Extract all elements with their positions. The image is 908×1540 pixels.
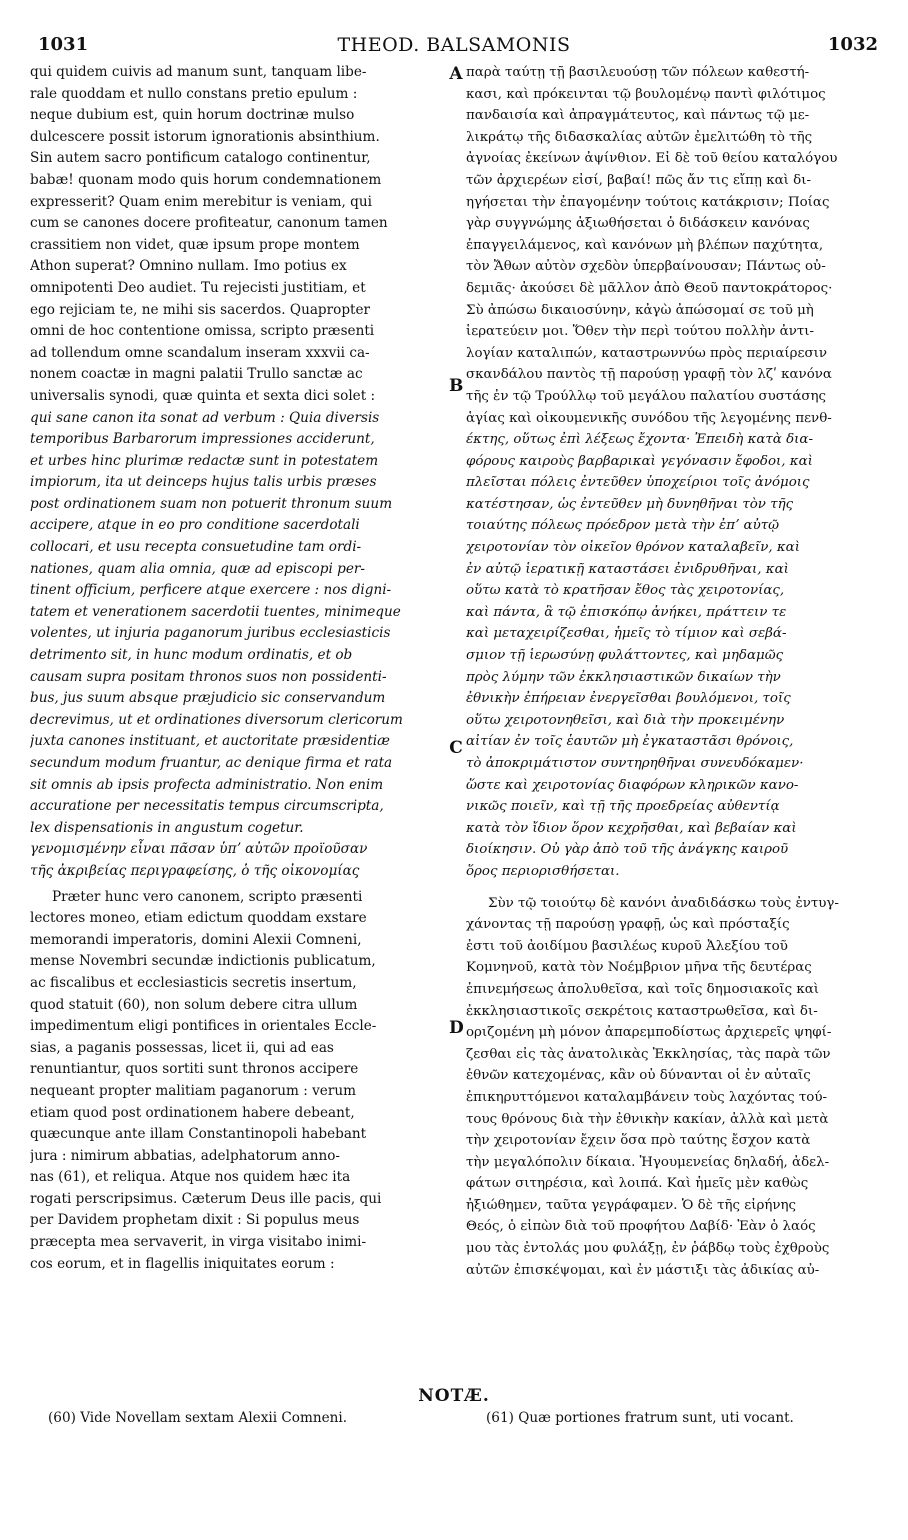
latin-text-block-1 [30,62,446,839]
greek-lines-line: οὕτω χειροτονηθεῖσι, καὶ διὰ τὴν προκειμένην [466,712,785,728]
greek-lines-2-line: ζεσθαι εἰς τὰς ἀνατολικὰς Ἐκκλησίας, τὰς παρὰ τῶν [466,1046,831,1062]
greek-lines-2-line: τὴν χειροτονίαν ἔχειν ὅσα πρὸ ταύτης ἔσχον κατὰ [466,1133,811,1149]
latin-lines-2-line: jura : nimirum abbatias, adelphatorum anno- [30,1147,341,1164]
latin-lines-2-line: præcepta mea servaverit, in virga visitabo inimi- [30,1234,367,1251]
greek-lines-line: ηγήσεται τὴν ἐπαγομένην τούτοις κατάκρισιν; Ποίας [466,194,830,210]
page-header [30,34,878,60]
greek-lines-2-line: Θεός, ὁ εἰπὼν διὰ τοῦ προφήτου Δαβίδ· Ἐὰν ὁ λαός [466,1219,816,1235]
latin-lines-2-line: cos eorum, et in flagellis iniquitates eorum : [30,1255,335,1272]
latin-lines-line: qui sane canon ita sonat ad verbum : Quia diversis [30,409,380,426]
latin-lines-line: universalis synodi, quæ quinta et sexta dici solet : [30,387,376,404]
latin-lines-line: nationes, quam alia omnia, quæ ad episcopi per- [30,560,365,577]
latin-lines-line: sit omnis ab ipsis profecta administratio. Non enim [30,776,384,793]
greek-lines-2-line: Κομνηνοῦ, κατὰ τὸν Νοέμβριον μῆνα τῆς δευτέρας [466,960,812,976]
greek-lines-line: κασι, καὶ πρόκεινται τῷ βουλομένῳ παντὶ φιλότιμος [466,86,826,102]
greek-lines-line: τοιαύτης πόλεως πρόεδρον μετὰ τὴν ἐπʼ αὐτῷ [466,518,780,534]
greek-lines-line: τὸ ἀποκριμάτιστον συντηρηθῆναι συνευδόκαμεν· [466,756,804,771]
latin-lines-line: secundum modum fruantur, ac denique firma et rata [30,755,393,771]
greek-lines-line: ὅρος περιορισθήσεται. [466,863,620,879]
latin-lines-line: lex dispensationis in angustum cogetur. [30,819,304,836]
latin-lines-line: tinent officium, perficere atque exercere : nos digni- [30,582,392,599]
latin-lines-line: impiorum, ita ut deinceps hujus talis urbis præses [30,474,377,491]
latin-column-greek-lines [30,839,446,882]
greek-lines-2-line: αὐτῶν ἐπισκέψομαι, καὶ ἐν μάστιξι τὰς ἀδικίας αὐ- [466,1262,820,1278]
latin-lines-2-line: quæcunque ante illam Constantinopoli habebant [30,1126,367,1143]
greek-lines-line: ἐθνικὴν ἐπήρειαν ἐνεργεῖσθαι βουλόμενοι, τοῖς [466,691,791,707]
latin-lines-2-line: Præter hunc vero canonem, scripto præsenti [52,888,363,905]
latin-lines-2-line: renuntiantur, quos sortiti sunt thronos accipere [30,1061,359,1078]
greek-lines-line: πρὸς λύμην τῶν ἐκκλησιαστικῶν δικαίων τὴν [466,669,781,685]
greek-lines-2-line: Σὺν τῷ τοιούτῳ δὲ κανόνι ἀναδιδάσκω τοὺς ἐντυγ- [488,895,839,911]
latin-lines-line: tatem et venerationem sacerdotii tuentes, minimeque [30,603,401,620]
greek-lines-2-line: χάνοντας τῇ παρούσῃ γραφῇ, ὡς καὶ πρόσταξίς [466,917,790,933]
greek-lines-line: τῶν ἀρχιερέων εἰσί, βαβαί! πῶς ἄν τις εἴπῃ καὶ δι- [466,172,811,188]
latin-lines-2-line: mense Novembri secundæ indictionis publicatum, [30,953,376,970]
latin-lines-line: causam supra positam thronos suos non possidenti- [30,668,387,685]
latin-lines-2-line: rogati perscripsimus. Cæterum Deus ille pacis, qui [30,1190,382,1207]
latin-lines-line: babæ! quonam modo quis horum condemnationem [30,171,382,188]
latin-lines-line: Athon superat? Omnino nullam. Imo potius ex [30,258,347,275]
latin-lines-line: dulcescere possit istorum ignorationis absinthium. [30,128,380,145]
greek-lines-line: αἰτίαν ἐν τοῖς ἑαυτῶν μὴ ἐγκαταστᾶσι θρόνοις, [466,734,794,750]
latin-lines-2-line: lectores moneo, etiam edictum quoddam exstare [30,910,367,927]
notes-heading: NOTÆ. [418,1386,490,1406]
greek-text-block-1 [466,62,878,883]
greek-lines-2-line: φάτων σιτηρέσια, καὶ λοιπά. Καὶ ἡμεῖς μὲν καθὼς [466,1176,809,1192]
latin-lines-line: qui quidem cuivis ad manum sunt, tanquam libe- [30,64,367,80]
greek-lines-line: χειροτονίαν τὸν οἰκεῖον θρόνον καταλαβεῖν, καὶ [466,540,800,556]
latin-lines-line: cum se canones docere profiteatur, canonum tamen [30,215,388,232]
greek-lines-2-line: ἠξιώθημεν, ταῦτα γεγράφαμεν. Ὁ δὲ τῆς εἰρήνης [466,1197,797,1213]
greek-text-block-2 [466,893,878,1282]
greek-lines-line: νικῶς ποιεῖν, καὶ τῇ τῆς προεδρείας αὐθεντίᾳ [466,799,780,815]
greek-lines-line: φόρους καιροὺς βαρβαρικαὶ γεγόνασιν ἔφοδοι, καὶ [466,453,813,469]
greek-lines-line: κατέστησαν, ὡς ἐντεῦθεν μὴ δυνηθῆναι τὸν τῆς [466,496,794,512]
latin-lines-line: et urbes hinc plurimæ redactæ sunt in potestatem [30,452,379,469]
latin-lines-line: bus, jus suum absque præjudicio sic conservandum [30,690,386,707]
section-marker-c: C [449,738,463,758]
greek-lines-2-line: μου τὰς ἐντολάς μου φυλάξῃ, ἐν ῥάβδῳ τοὺς ἐχθροὺς [466,1241,830,1257]
latin-lines-line: ego rejiciam te, ne mihi sis sacerdos. Quapropter [30,301,371,318]
greek-lines-line: ἱερατεύειν μοι. Ὅθεν τὴν περὶ τούτου πολλὴν ἀντι- [466,324,815,340]
greek-lines-line: σκανδάλου παντὸς τῇ παρούσῃ γραφῇ τὸν λζʹ κανόνα [466,367,832,383]
greek-lines-2-line: ἐπικηρυττόμενοι καταλαμβάνειν τοὺς λαχόντας τού- [466,1089,828,1105]
greek-lines-2-line: ἐθνῶν κατεχομένας, κἂν οὐ δύνανται οἱ ἐν αὐταῖς [466,1068,811,1084]
latin-lines-2-line: sias, a paganis possessas, licet ii, qui ad eas [30,1039,334,1056]
greek-lines-line: οὕτω κατὰ τὸ κρατῆσαν ἔθος τὰς χειροτονίας, [466,583,785,599]
latin-lines-2-line: memorandi imperatoris, domini Alexii Comneni, [30,931,362,948]
latin-lines-line: expresserit? Quam enim merebitur is veniam, qui [30,193,372,210]
latin-lines-line: temporibus Barbarorum impressiones acciderunt, [30,431,375,448]
latin-lines-line: collocari, et usu recepta consuetudine tam ordi- [30,539,362,556]
greek-lines-line: Σὺ ἀπώσω δικαιοσύνην, κἀγὼ ἀπώσομαί σε τοῦ μὴ [466,302,814,318]
greek-column [466,62,878,1281]
greek-lines-line: ἀγνοίας ἐκείνων ἀψίνθιον. Εἰ δὲ τοῦ θείου καταλόγου [466,151,838,167]
latin-lines-2-line: quod statuit (60), non solum debere citra ullum [30,996,358,1013]
latin-column [30,62,446,1275]
section-marker-a: A [449,64,463,84]
latin-lines-line: neque dubium est, quin horum doctrinæ mulso [30,107,355,124]
greek-lines-line: διοίκησιν. Οὐ γὰρ ἀπὸ τοῦ τῆς ἀνάγκης καιροῦ [466,842,789,858]
greek-lines-line: ἐν αὐτῷ ἱερατικῇ καταστάσει ἐνιδρυθῆναι, καὶ [466,561,789,577]
latin-lines-line: juxta canones instituant, et auctoritate præsidentiæ [30,733,390,750]
latin-lines-line: rale quoddam et nullo constans pretio epulum : [30,85,358,102]
greek-lines-line: ἐπαγγειλάμενος, καὶ κανόνων μὴ βλέπων παχύτητα, [466,237,824,253]
latin-lines-line: accipere, atque in eo pro conditione sacerdotali [30,517,360,534]
section-marker-b: B [449,376,464,396]
greek-lines-line: λογίαν καταλιπών, καταστρωννύω πρὸς περιαίρεσιν [466,345,827,361]
latin-text-block-2 [30,887,446,1276]
latin-lines-line: omni de hoc contentione omissa, scripto præsenti [30,323,375,340]
footnote-60: (60) Vide Novellam sextam Alexii Comneni. [48,1410,348,1426]
latin-lines-line: ad tollendum omne scandalum inseram xxxvii ca- [30,344,370,361]
latin-lines-line: volentes, ut injuria paganorum juribus ecclesiasticis [30,625,391,642]
latin-lines-line: decrevimus, ut et ordinationes diversorum clericorum [30,711,403,728]
greek-lines-line: δεμιᾶς· ἀκούσει δὲ μᾶλλον ἀπὸ Θεοῦ παντοκράτορος· [466,280,833,296]
latin-lines-2-line: nas (61), et reliqua. Atque nos quidem hæc ita [30,1169,351,1186]
greek-lines-2-line: ἐκκλησιαστικοῖς σεκρέτοις καταστρωθεῖσα, καὶ δι- [466,1003,818,1019]
footnote-61: (61) Quæ portiones fratrum sunt, uti vocant. [486,1410,794,1426]
latin-lines-2-line: etiam quod post ordinationem habere debeant, [30,1104,355,1121]
greek-lines-line: λικράτῳ τῆς διδασκαλίας αὐτῶν ἐμελιτώθη τὸ τῆς [466,129,813,145]
latin-lines-line: omnipotenti Deo audiet. Tu rejecisti justitiam, et [30,279,366,296]
greek-lines-line: τὸν Ἄθων αὐτὸν σχεδὸν ὑπερβαίνουσαν; Πάντως οὐ- [466,259,826,275]
greek-lines-line: σμιον τῇ ἱερωσύνῃ φυλάττοντες, καὶ μηδαμῶς [466,648,784,664]
latin-lines-line: accuratione per necessitatis tempus circumscripta, [30,798,384,815]
latin-lines-line: post ordinationem suam non potuerit thronum suum [30,495,393,512]
greek-lines-line: κατὰ τὸν ἴδιον ὅρον κεχρῆσθαι, καὶ βεβαίαν καὶ [466,820,797,836]
greek-lines-2-line: ἐστι τοῦ ἀοιδίμου βασιλέως κυροῦ Ἀλεξίου τοῦ [466,938,788,954]
greek-lines-line: πλεῖσται πόλεις ἐντεῦθεν ὑποχείριοι τοῖς ἀνόμοις [466,475,810,491]
page-number-right: 1032 [827,34,878,55]
latin-lines-2-line: impedimentum eligi pontifices in orientales Eccle- [30,1018,377,1035]
latin-lines-2-line: per Davidem prophetam dixit : Si populus meus [30,1212,360,1229]
greek-lines-line: ἁγίας καὶ οἰκουμενικῆς συνόδου τῆς λεγομένης πενθ- [466,410,832,426]
latin-lines-line: detrimento sit, in hunc modum ordinatis, et ob [30,647,353,664]
section-marker-d: D [449,1018,464,1038]
greek-lines-line: παρὰ ταύτῃ τῇ βασιλευούσῃ τῶν πόλεων καθεστή- [466,65,810,80]
greek-lines-2-line: τὴν μεγαλόπολιν δίκαια. Ἡγουμενείας δηλαδή, ἀδελ- [466,1154,830,1170]
latin-greek-tail-line: γενομισμένην εἶναι πᾶσαν ὑπʼ αὐτῶν προϊοῦσαν [30,841,368,858]
latin-lines-line: crassitiem non videt, quæ ipsum prope montem [30,236,360,253]
greek-lines-line: τῆς ἐν τῷ Τρούλλῳ τοῦ μεγάλου παλατίου συστάσης [466,388,827,404]
greek-lines-line: γὰρ συγγνώμης ἀξιωθήσεται ὁ διδάσκειν κανόνας [466,216,810,232]
greek-lines-line: πανδαισία καὶ ἀπραγμάτευτος, καὶ πάντως τῷ με- [466,108,810,124]
running-title: THEOD. BALSAMONIS [337,34,571,56]
greek-lines-line: καὶ μεταχειρίζεσθαι, ἡμεῖς τὸ τίμιον καὶ σεβά- [466,626,787,642]
greek-lines-2-line: ἐπινεμήσεως ἀπολυθεῖσα, καὶ τοῖς δημοσιακοῖς καὶ [466,981,820,997]
latin-lines-line: Sin autem sacro pontificum catalogo continentur, [30,150,371,167]
greek-lines-2-line: τους θρόνους διὰ τὴν ἐθνικὴν κακίαν, ἀλλὰ καὶ μετὰ [466,1111,829,1127]
page-number-left: 1031 [38,34,89,55]
latin-greek-tail-line: τῆς ἀκριβείας περιγραφείσης, ὁ τῆς οἰκονομίας [30,862,360,879]
greek-lines-line: καὶ πάντα, ἃ τῷ ἐπισκόπῳ ἀνήκει, πράττειν τε [466,604,787,620]
greek-lines-line: ὥστε καὶ χειροτονίας διαφόρων κληρικῶν κανο- [466,777,799,793]
latin-lines-2-line: ac fiscalibus et ecclesiasticis secretis insertum, [30,974,357,991]
latin-lines-line: nonem coactæ in magni palatii Trullo sanctæ ac [30,366,363,383]
greek-lines-2-line: οριζομένη μὴ μόνον ἀπαρεμποδίστως ἀρχιερεῖς ψηφί- [466,1025,832,1041]
latin-lines-2-line: nequeant propter malitiam paganorum : verum [30,1082,356,1099]
greek-lines-line: έκτης, οὕτως ἐπὶ λέξεως ἔχοντα· Ἐπειδὴ κατὰ δια- [466,432,813,448]
